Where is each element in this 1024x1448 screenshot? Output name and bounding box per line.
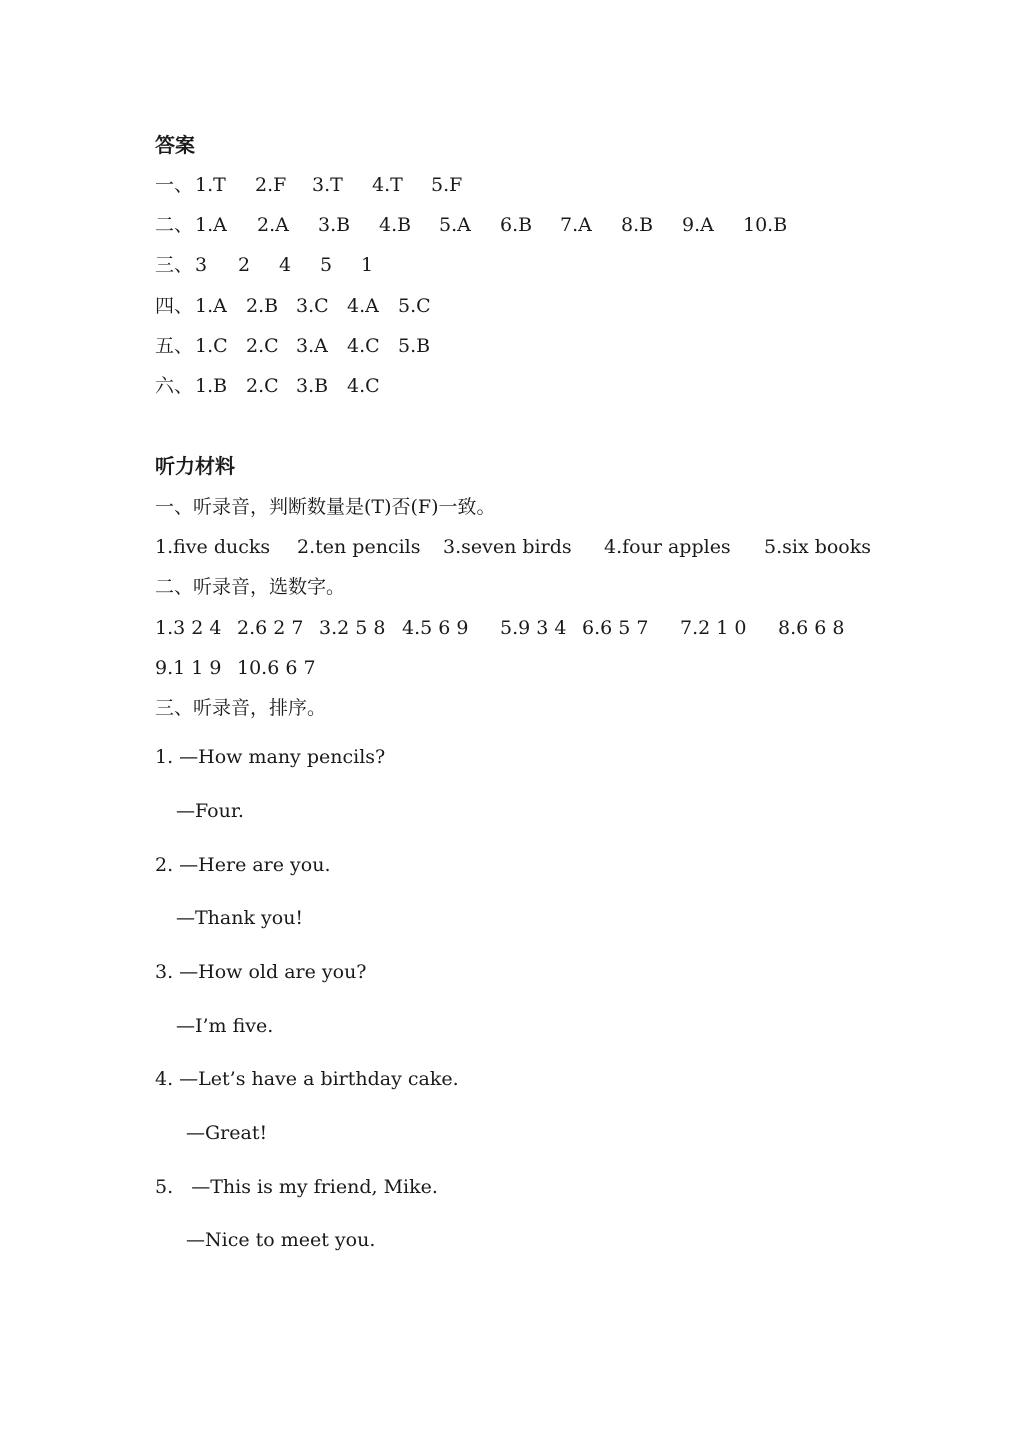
list-item: 8.6 6 8	[778, 617, 845, 639]
answer-item: 1	[361, 254, 374, 276]
dialogue-question: 2. —Here are you.	[155, 854, 331, 876]
answer-item: 8.B	[621, 214, 654, 236]
answer-item: 10.B	[743, 214, 788, 236]
answer-item: 1.B	[195, 375, 228, 397]
dialogue-answer: —Thank you!	[176, 907, 304, 929]
answer-item: 1.C	[195, 335, 228, 357]
dialogue-answer: —Four.	[176, 800, 244, 822]
answer-item: 4.C	[347, 335, 380, 357]
answer-label: 五、	[155, 335, 194, 357]
list-item: 5.six books	[764, 536, 872, 558]
answer-item: 3.A	[296, 335, 328, 357]
list-item: 6.6 5 7	[582, 617, 649, 639]
dialogue-question: 1. —How many pencils?	[155, 746, 386, 768]
answer-item: 4.B	[379, 214, 412, 236]
answer-item: 2.A	[257, 214, 289, 236]
answer-item: 6.B	[500, 214, 533, 236]
part3-instruction: 三、听录音，排序。	[155, 697, 327, 719]
answer-item: 4	[279, 254, 292, 276]
dialogue-answer: —Nice to meet you.	[186, 1229, 376, 1251]
answer-item: 4.C	[347, 375, 380, 397]
list-item: 2.6 2 7	[237, 617, 304, 639]
answer-item: 3.B	[296, 375, 329, 397]
list-item: 3.seven birds	[443, 536, 572, 558]
dialogue-answer: —Great!	[186, 1122, 268, 1144]
list-item: 4.four apples	[604, 536, 731, 558]
list-item: 9.1 1 9	[155, 657, 222, 679]
list-item: 1.3 2 4	[155, 617, 222, 639]
answer-item: 5.B	[398, 335, 431, 357]
answer-label: 四、	[155, 295, 194, 317]
listening-heading: 听力材料	[155, 454, 235, 478]
answer-label: 三、	[155, 254, 194, 276]
answer-item: 2.B	[246, 295, 279, 317]
answer-item: 5.F	[431, 174, 463, 196]
answer-item: 3.C	[296, 295, 329, 317]
answer-item: 5.A	[439, 214, 471, 236]
answer-label: 二、	[155, 214, 194, 236]
dialogue-question: 3. —How old are you?	[155, 961, 367, 983]
answer-item: 5	[320, 254, 333, 276]
list-item: 2.ten pencils	[297, 536, 421, 558]
answer-item: 2	[238, 254, 251, 276]
part1-instruction: 一、听录音，判断数量是(T)否(F)一致。	[155, 496, 496, 518]
dialogue-question: 5. —This is my friend, Mike.	[155, 1176, 438, 1198]
dialogue-question: 4. —Let’s have a birthday cake.	[155, 1068, 459, 1090]
dialogue-answer: —I’m five.	[176, 1015, 274, 1037]
list-item: 7.2 1 0	[680, 617, 747, 639]
answer-item: 2.C	[246, 335, 279, 357]
answer-label: 六、	[155, 375, 194, 397]
answer-item: 1.A	[195, 214, 227, 236]
answer-item: 1.A	[195, 295, 227, 317]
list-item: 1.five ducks	[155, 536, 271, 558]
answer-item: 4.T	[372, 174, 403, 196]
answer-item: 3.B	[318, 214, 351, 236]
list-item: 3.2 5 8	[319, 617, 386, 639]
answer-item: 2.F	[255, 174, 287, 196]
answer-label: 一、	[155, 174, 194, 196]
answer-item: 7.A	[560, 214, 592, 236]
answer-item: 3.T	[312, 174, 343, 196]
answer-item: 2.C	[246, 375, 279, 397]
answer-item: 5.C	[398, 295, 431, 317]
answer-item: 3	[195, 254, 208, 276]
answer-item: 4.A	[347, 295, 379, 317]
list-item: 4.5 6 9	[402, 617, 469, 639]
part2-instruction: 二、听录音，选数字。	[155, 576, 346, 598]
list-item: 10.6 6 7	[237, 657, 316, 679]
answer-item: 1.T	[195, 174, 226, 196]
answer-item: 9.A	[682, 214, 714, 236]
answers-heading: 答案	[155, 133, 195, 157]
list-item: 5.9 3 4	[500, 617, 567, 639]
